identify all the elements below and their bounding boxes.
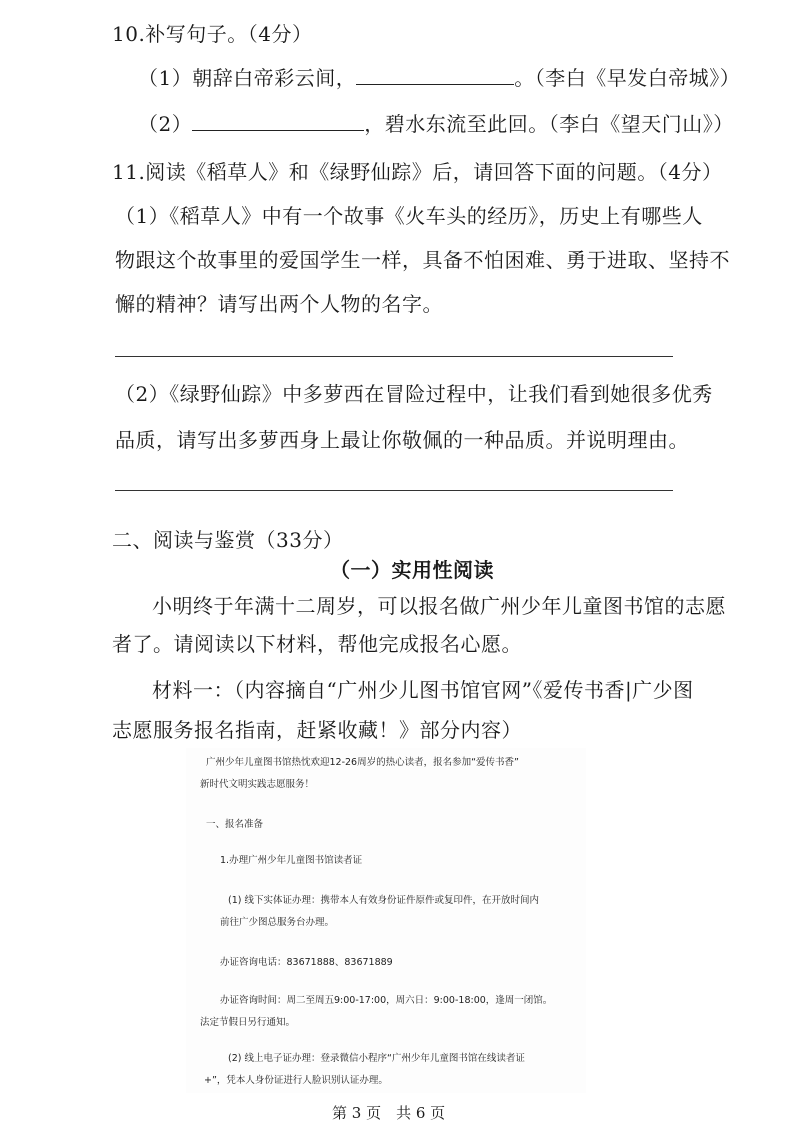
material-doc-line-2: 新时代文明实践志愿服务！ — [200, 779, 315, 790]
material-doc-line-9: 法定节假日另行通知。 — [200, 1017, 296, 1028]
q10-s2-answer-blank[interactable] — [192, 112, 364, 131]
q10-sentence-1 — [138, 64, 740, 92]
q11-p2-line-2: 品质，请写出多萝西身上最让你敬佩的一种品质。并说明理由。 — [115, 428, 689, 452]
q10-sentence-2 — [138, 110, 734, 138]
intro-line-1: 小明终于年满十二周岁，可以报名做广州少年儿童图书馆的志愿 — [152, 594, 726, 618]
material-doc-line-5: (1) 线下实体证办理：携带本人有效身份证件原件或复印件，在开放时间内 — [228, 895, 539, 906]
material-doc-line-11: +”，凭本人身份证进行人脸识别认证办理。 — [204, 1075, 388, 1086]
q10-s1-prefix: （1）朝辞白帝彩云间， — [138, 66, 357, 90]
q11-p1-line-2: 物跟这个故事里的爱国学生一样，具备不怕困难、勇于进取、坚持不 — [115, 248, 730, 272]
material-doc-line-1: 广州少年儿童图书馆热忱欢迎12-26周岁的热心读者，报名参加“爱传书香” — [206, 757, 519, 768]
material-screenshot — [186, 748, 586, 1093]
material-doc-line-7: 办证咨询电话：83671888、83671889 — [220, 957, 393, 968]
q11-p2-line-1: （2）《绿野仙踪》中多萝西在冒险过程中，让我们看到她很多优秀 — [115, 382, 713, 406]
q11-p2-answer-line[interactable] — [115, 490, 673, 491]
q10-s1-answer-blank[interactable] — [356, 66, 514, 85]
q10-title: 10.补写句子。（4分） — [112, 22, 313, 46]
q11-title: 11.阅读《稻草人》和《绿野仙踪》后，请回答下面的问题。（4分） — [112, 160, 723, 184]
q10-s2-suffix: ，碧水东流至此回。（李白《望天门山》） — [364, 112, 734, 136]
material-line-2: 志愿服务报名指南，赶紧收藏！》部分内容） — [112, 718, 522, 742]
section-heading: 二、阅读与鉴赏（33分） — [112, 528, 344, 552]
material-doc-line-8: 办证咨询时间：周二至周五9:00-17:00，周六日：9:00-18:00，逢周一闭馆。 — [220, 995, 553, 1006]
q10-s1-suffix: 。（李白《早发白帝城》） — [514, 66, 741, 90]
section-subheading: （一）实用性阅读 — [330, 558, 494, 582]
q10-s2-prefix: （2） — [138, 112, 193, 136]
material-doc-line-10: (2) 线上电子证办理：登录微信小程序“广州少年儿童图书馆在线读者证 — [228, 1053, 525, 1064]
material-doc-line-4: 1.办理广州少年儿童图书馆读者证 — [220, 855, 363, 866]
page-number: 第 3 页 共 6 页 — [332, 1104, 446, 1122]
intro-line-2: 者了。请阅读以下材料，帮他完成报名心愿。 — [112, 632, 522, 656]
q11-p1-line-3: 懈的精神？请写出两个人物的名字。 — [115, 292, 443, 316]
material-line-1: 材料一：（内容摘自“广州少儿图书馆官网”《爱传书香|广少图 — [152, 678, 694, 702]
material-doc-line-6: 前往广少图总服务台办理。 — [220, 917, 335, 928]
q11-p1-line-1: （1）《稻草人》中有一个故事《火车头的经历》，历史上有哪些人 — [115, 204, 703, 228]
q11-p1-answer-line[interactable] — [115, 356, 673, 357]
material-doc-line-3: 一、报名准备 — [206, 819, 264, 830]
